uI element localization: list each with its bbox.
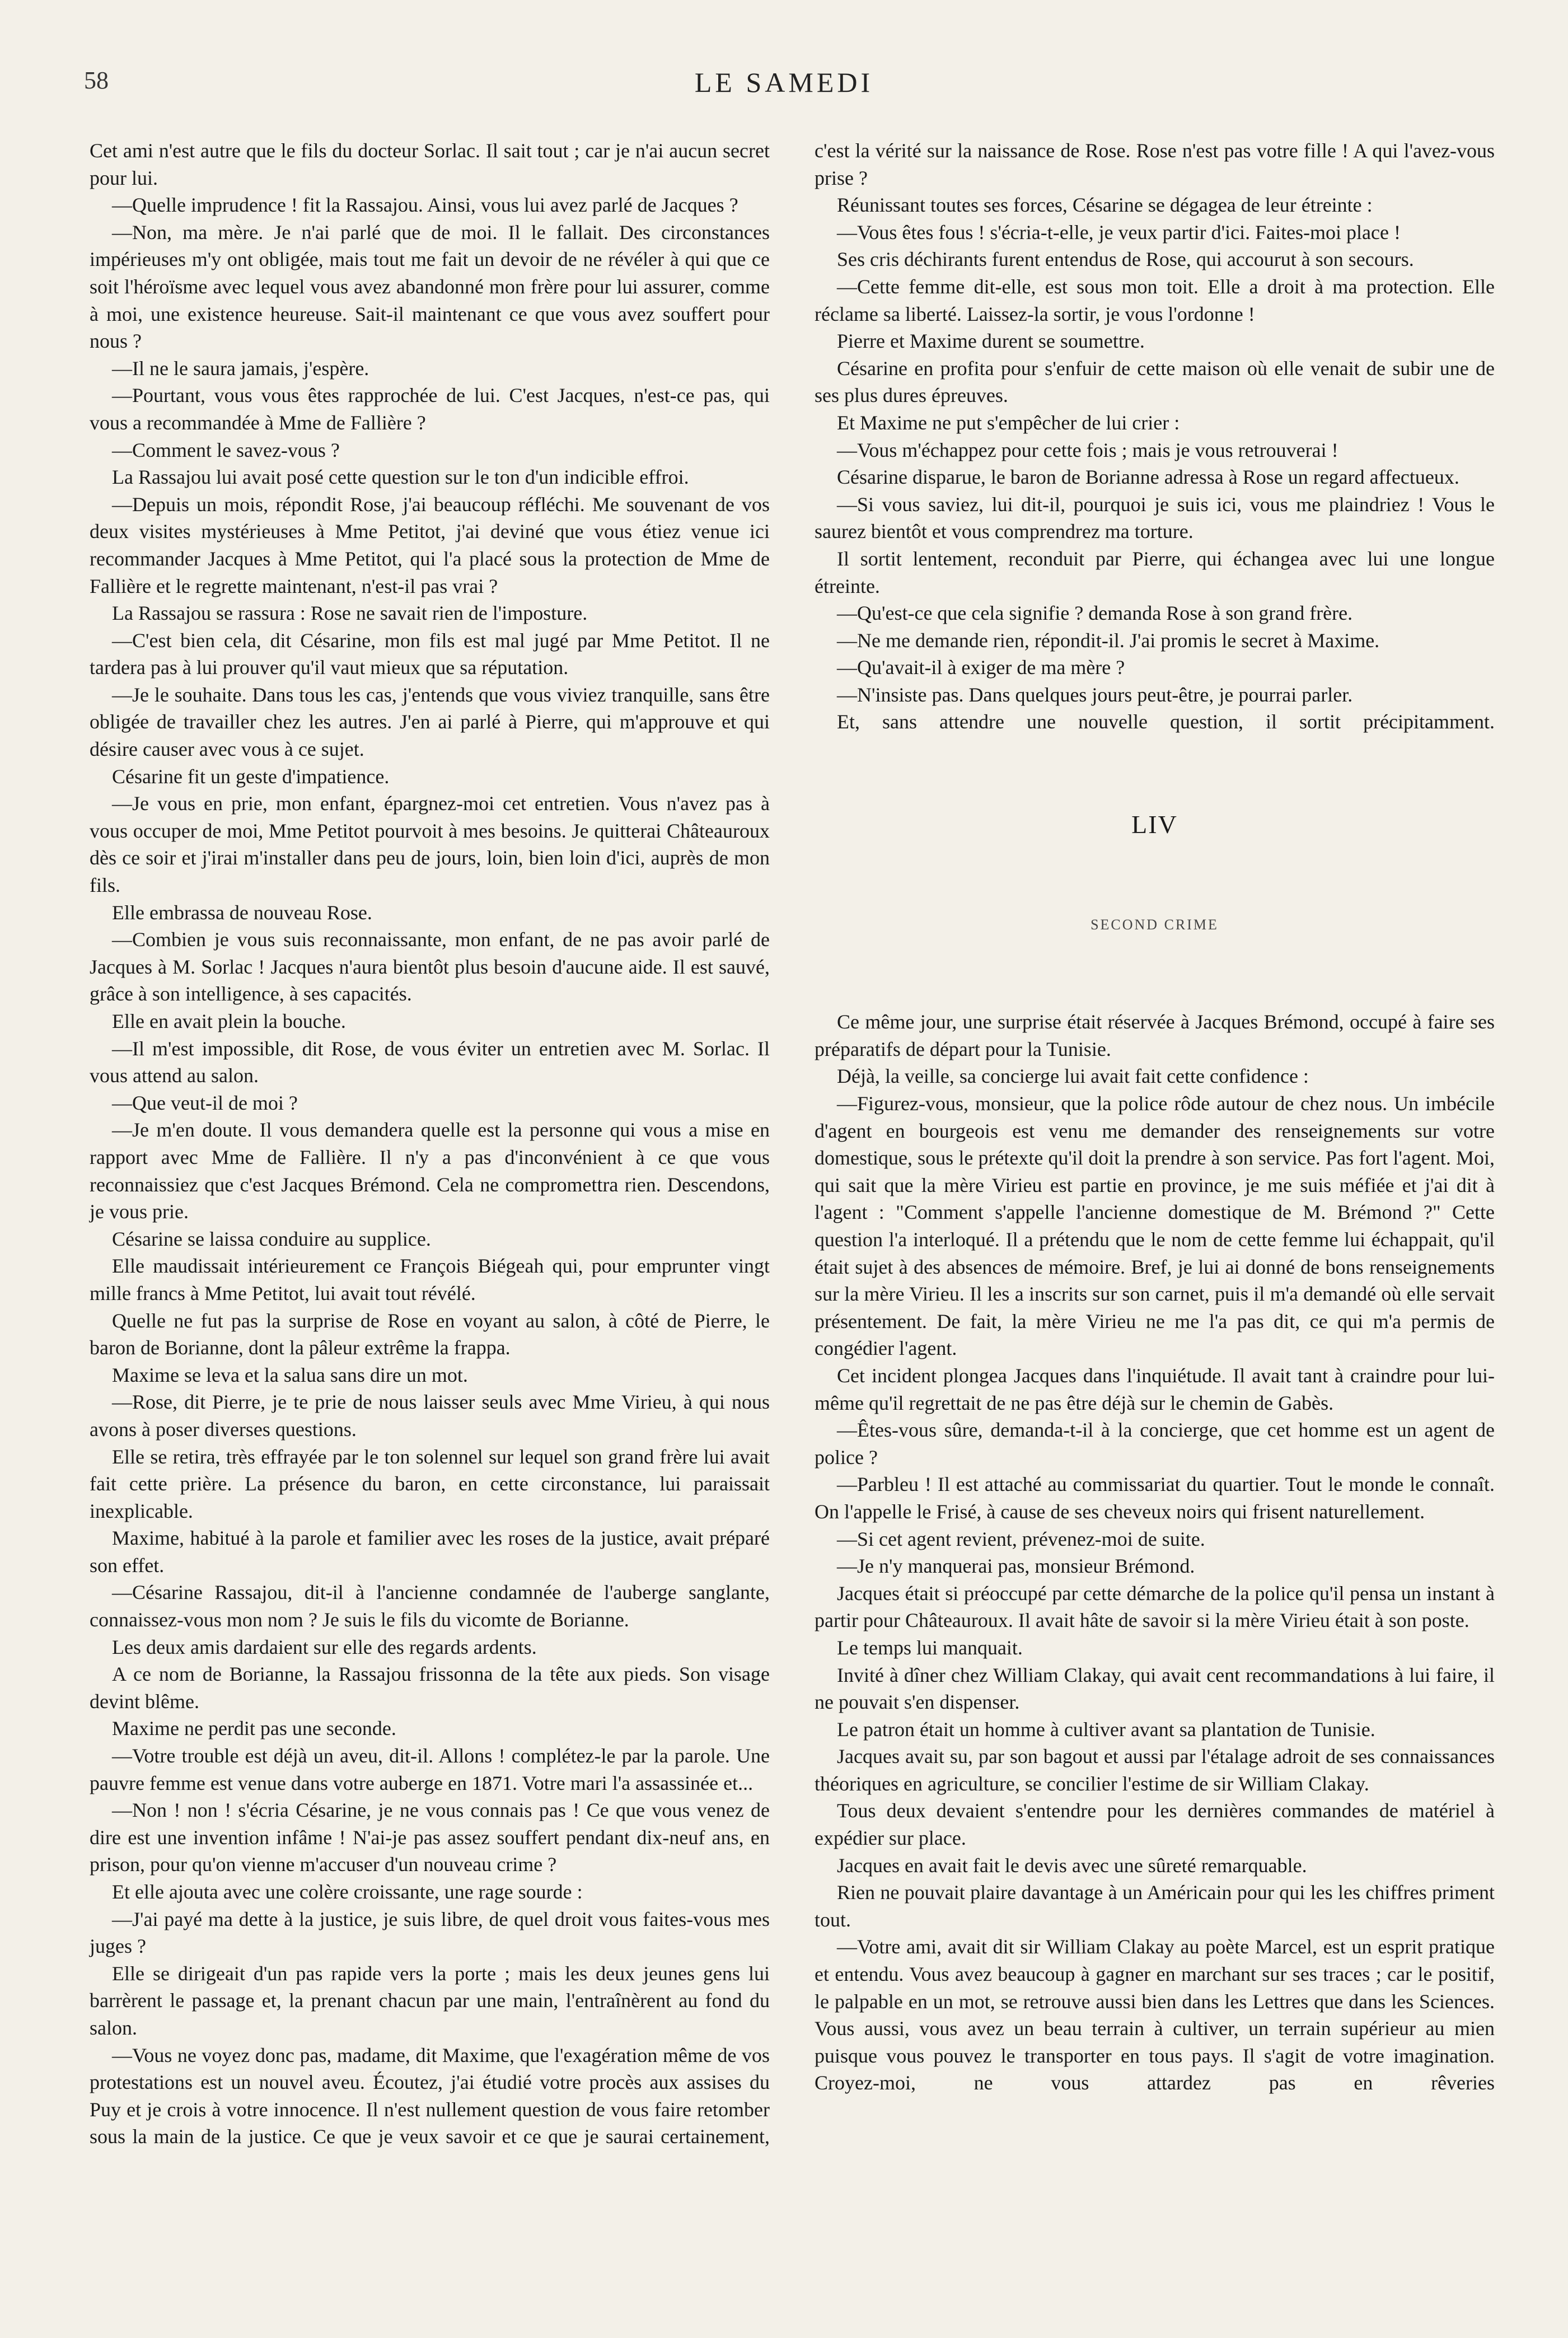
paragraph: c'est la vérité sur la naissance de Rose. Rose n'est pas votre fille ! A qui l'avez-vous prise ?: [815, 139, 1495, 189]
paragraph: —Si vous saviez, lui dit-il, pourquoi je suis ici, vous me plaindriez ! Vous le saurez bientôt et vous comprendrez ma torture.: [815, 493, 1495, 543]
paragraph: —Depuis un mois, répondit Rose, j'ai beaucoup réfléchi. Me souvenant de vos deux visites mystérieuses à Mme Petitot, j'ai deviné que vous étiez venue ici recommander Jacques à Mme Petitot, qui l'a placé sous la protection de Mme de Fallière et le regrette maintenant, n'est-il pas vrai ?: [90, 493, 770, 597]
paragraph: Rien ne pouvait plaire davantage à un Américain pour qui les les chiffres priment tout.: [815, 1881, 1495, 1931]
paragraph: Le patron était un homme à cultiver avant sa plantation de Tunisie.: [837, 1718, 1375, 1741]
paragraph: Et, sans attendre une nouvelle question, il sortit précipitamment.: [837, 710, 1495, 733]
paragraph: —Êtes-vous sûre, demanda-t-il à la concierge, que cet homme est un agent de police ?: [815, 1419, 1495, 1469]
paragraph: —Figurez-vous, monsieur, que la police rôde autour de chez nous. Un imbécile d'agent en bourgeois est venu me demander des renseignements sur votre domestique, sous le prétexte qu'il doit la prendre à son service. Pas fort l'agent. Moi, qui sait que la mère Virieu est partie en province, je me suis méfiée et j'ai dit à l'agent : "Comment s'appelle l'ancienne domestique de M. Brémond ?" Cette question l'a interloqué. Il a prétendu que le nom de cette femme lui échappait, qu'il était sujet à des absences de mémoire. Bref, je lui ai donné de bons renseignements sur la mère Virieu. Il les a inscrits sur son carnet, puis il m'a demandé où elle servait présentement. De fait, la mère Virieu ne me l'a pas dit, ce qui m'a permis de congédier l'agent.: [815, 1092, 1495, 1360]
paragraph: Réunissant toutes ses forces, Césarine se dégagea de leur étreinte :: [837, 194, 1373, 217]
paragraph: Elle se dirigeait d'un pas rapide vers la porte ; mais les deux jeunes gens lui barrèrent le passage et, la prenant chacun par une main, l'entraînèrent au fond du salon.: [90, 1962, 770, 2039]
paragraph: —Je m'en doute. Il vous demandera quelle est la personne qui vous a mise en rapport avec Mme de Fallière. Il n'y a pas d'inconvénient à ce que vous reconnaissiez que c'est Jacques Brémond. Cela ne compromettra rien. Descendons, je vous prie.: [90, 1119, 770, 1223]
paragraph: —Vous m'échappez pour cette fois ; mais je vous retrouverai !: [837, 438, 1338, 461]
paragraph: Déjà, la veille, sa concierge lui avait fait cette confidence :: [837, 1065, 1309, 1088]
paragraph: Jacques en avait fait le devis avec une sûreté remarquable.: [837, 1854, 1307, 1877]
paragraph: —Vous êtes fous ! s'écria-t-elle, je veux partir d'ici. Faites-moi place !: [837, 221, 1401, 244]
paragraph: —Parbleu ! Il est attaché au commissariat du quartier. Tout le monde le connaît. On l'appelle le Frisé, à cause de ses cheveux noirs qui frisent naturellement.: [815, 1473, 1495, 1523]
paragraph: Ses cris déchirants furent entendus de Rose, qui accourut à son secours.: [837, 248, 1414, 271]
paragraph: —Césarine Rassajou, dit-il à l'ancienne condamnée de l'auberge sanglante, connaissez-vous mon nom ? Je suis le fils du vicomte de Borianne.: [90, 1581, 770, 1631]
paragraph: Jacques avait su, par son bagout et aussi par l'étalage adroit de ses connaissances théoriques en agriculture, se concilier l'estime de sir William Clakay.: [815, 1745, 1495, 1795]
page-number: 58: [84, 67, 109, 94]
paragraph: Ce même jour, une surprise était réservée à Jacques Brémond, occupé à faire ses préparatifs de départ pour la Tunisie.: [815, 1011, 1495, 1060]
paragraph: —Qu'est-ce que cela signifie ? demanda Rose à son grand frère.: [837, 602, 1353, 625]
paragraph: —Quelle imprudence ! fit la Rassajou. Ainsi, vous lui avez parlé de Jacques ?: [112, 194, 738, 217]
paragraph: —N'insiste pas. Dans quelques jours peut-être, je pourrai parler.: [837, 683, 1353, 706]
chapter-body-text: [815, 1008, 1495, 2097]
paragraph: Césarine se laissa conduire au supplice.: [112, 1227, 431, 1250]
paragraph: —Il ne le saura jamais, j'espère.: [112, 357, 369, 380]
paragraph: Césarine fit un geste d'impatience.: [112, 765, 390, 788]
chapter-heading: [815, 736, 1495, 938]
paragraph: —Pourtant, vous vous êtes rapprochée de lui. C'est Jacques, n'est-ce pas, qui vous a recommandée à Mme de Fallière ?: [90, 384, 770, 434]
paragraph: Et Maxime ne put s'empêcher de lui crier :: [837, 411, 1180, 434]
paragraph: —Il m'est impossible, dit Rose, de vous éviter un entretien avec M. Sorlac. Il vous attend au salon.: [90, 1037, 770, 1087]
paragraph: —Je vous en prie, mon enfant, épargnez-moi cet entretien. Vous n'avez pas à vous occuper de moi, Mme Petitot pourvoit à mes besoins. Je quitterai Châteauroux dès ce soir et j'irai m'installer dans peu de jours, loin, bien loin d'ici, auprès de mon fils.: [90, 792, 770, 897]
paragraph: Elle en avait plein la bouche.: [112, 1010, 346, 1032]
left-column: [90, 137, 770, 2150]
paragraph: —Votre trouble est déjà un aveu, dit-il. Allons ! complétez-le par la parole. Une pauvre femme est venue dans votre auberge en 1871. Votre mari l'a assassinée et...: [90, 1745, 770, 1794]
paragraph: Il sortit lentement, reconduit par Pierre, qui échangea avec lui une longue étreinte.: [815, 547, 1495, 597]
paragraph: Elle embrassa de nouveau Rose.: [112, 901, 372, 924]
paragraph: Et elle ajouta avec une colère croissante, une rage sourde :: [112, 1881, 583, 1903]
paragraph: —C'est bien cela, dit Césarine, mon fils est mal jugé par Mme Petitot. Il ne tardera pas à lui prouver qu'il vaut mieux que sa réputation.: [90, 629, 770, 679]
paragraph: Maxime ne perdit pas une seconde.: [112, 1717, 396, 1740]
paragraph: Le temps lui manquait.: [837, 1636, 1023, 1659]
chapter-title: SECOND CRIME: [1090, 916, 1219, 933]
paragraph: —Comment le savez-vous ?: [112, 438, 340, 461]
paragraph: —Que veut-il de moi ?: [112, 1091, 298, 1114]
paragraph: —Vous ne voyez donc pas, madame, dit Maxime, que l'exagération même de vos protestations est un nouvel aveu. Écoutez, j'ai étudié votre procès aux assises du Puy et je crois à votre innocence. Il n'est nullement question de vous faire retomber sous la main de la justice. Ce que je veux savoir et ce que je saurai certainement,: [90, 2044, 770, 2148]
paragraph: Elle maudissait intérieurement ce François Biégeah qui, pour emprunter vingt mille francs à Mme Petitot, lui avait tout révélé.: [90, 1255, 770, 1304]
paragraph: —Rose, dit Pierre, je te prie de nous laisser seuls avec Mme Virieu, à qui nous avons à poser diverses questions.: [90, 1391, 770, 1441]
paragraph: A ce nom de Borianne, la Rassajou frissonna de la tête aux pieds. Son visage devint blême.: [90, 1663, 770, 1713]
right-column: [815, 137, 1495, 2097]
paragraph: Césarine disparue, le baron de Borianne adressa à Rose un regard affectueux.: [837, 466, 1459, 489]
paragraph: Pierre et Maxime durent se soumettre.: [837, 330, 1145, 353]
paragraph: Tous deux devaient s'entendre pour les dernières commandes de matériel à expédier sur place.: [815, 1799, 1495, 1850]
page-header: [84, 66, 1484, 116]
paragraph: —Cette femme dit-elle, est sous mon toit. Elle a droit à ma protection. Elle réclame sa liberté. Laissez-la sortir, je vous l'ordonne !: [815, 275, 1495, 325]
paragraph: Césarine en profita pour s'enfuir de cette maison où elle venait de subir une de ses plus dures épreuves.: [815, 357, 1495, 407]
paragraph: —J'ai payé ma dette à la justice, je suis libre, de quel droit vous faites-vous mes juges ?: [90, 1907, 770, 1958]
paragraph: —Qu'avait-il à exiger de ma mère ?: [837, 656, 1125, 679]
right-column-top-text: [815, 137, 1495, 736]
paragraph: —Si cet agent revient, prévenez-moi de suite.: [837, 1527, 1205, 1550]
paragraph: —Votre ami, avait dit sir William Clakay au poète Marcel, est un esprit pratique et entendu. Vous avez beaucoup à gagner en marchant sur ses traces ; car le positif, le palpable en un mot, se retrouve aussi bien dans les Lettres que dans les Sciences. Vous aussi, vous avez un beau terrain à cultiver, un terrain supérieur au mien puisque vous pouvez le transporter en tous pays. Il s'agit de votre imagination. Croyez-moi, ne vous attardez pas en rêveries: [815, 1935, 1495, 2094]
running-title: LE SAMEDI: [694, 67, 874, 98]
paragraph: Elle se retira, très effrayée par le ton solennel sur lequel son grand frère lui avait fait cette prière. La présence du baron, en cette circonstance, lui paraissait inexplicable.: [90, 1445, 770, 1522]
paragraph: —Non ! non ! s'écria Césarine, je ne vous connais pas ! Ce que vous venez de dire est une invention infâme ! N'ai-je pas assez souffert pendant dix-neuf ans, en prison, pour qu'on vienne m'accuser d'un nouveau crime ?: [90, 1799, 770, 1876]
chapter-number: LIV: [1131, 810, 1178, 839]
paragraph: La Rassajou se rassura : Rose ne savait rien de l'imposture.: [112, 602, 588, 625]
paragraph: Jacques était si préoccupé par cette démarche de la police qu'il pensa un instant à partir pour Châteauroux. Il avait hâte de savoir si la mère Virieu était à son poste.: [815, 1582, 1495, 1632]
paragraph: —Je le souhaite. Dans tous les cas, j'entends que vous viviez tranquille, sans être obligée de travailler chez les autres. J'en ai parlé à Pierre, qui m'approuve et qui désire causer avec vous à ce sujet.: [90, 683, 770, 761]
paragraph: —Combien je vous suis reconnaissante, mon enfant, de ne pas avoir parlé de Jacques à M. Sorlac ! Jacques n'aura bientôt plus besoin d'aucune aide. Il est sauvé, grâce à son intelligence, à ses capacités.: [90, 928, 770, 1006]
paragraph: Les deux amis dardaient sur elle des regards ardents.: [112, 1635, 537, 1658]
paragraph: Maxime se leva et la salua sans dire un mot.: [112, 1363, 468, 1386]
paragraph: Maxime, habitué à la parole et familier avec les roses de la justice, avait préparé son effet.: [90, 1527, 770, 1577]
paragraph: Invité à dîner chez William Clakay, qui avait cent recommandations à lui faire, il ne pouvait s'en dispenser.: [815, 1663, 1495, 1714]
paragraph: —Ne me demande rien, répondit-il. J'ai promis le secret à Maxime.: [837, 629, 1380, 652]
paragraph: Cet ami n'est autre que le fils du docteur Sorlac. Il sait tout ; car je n'ai aucun secret pour lui.: [90, 139, 770, 189]
paragraph: La Rassajou lui avait posé cette question sur le ton d'un indicible effroi.: [112, 466, 689, 489]
paragraph: Quelle ne fut pas la surprise de Rose en voyant au salon, à côté de Pierre, le baron de Borianne, dont la pâleur extrême la frappa.: [90, 1309, 770, 1359]
paragraph: Cet incident plongea Jacques dans l'inquiétude. Il avait tant à craindre pour lui-même qu'il regrettait de ne pas être déjà sur le chemin de Gabès.: [815, 1364, 1495, 1414]
paragraph: —Non, ma mère. Je n'ai parlé que de moi. Il le fallait. Des circonstances impérieuses m'y ont obligée, mais tout me fait un devoir de ne révéler à qui que ce soit l'héroïsme avec lequel vous avez abandonné mon frère pour lui assurer, comme à moi, une existence heureuse. Sait-il maintenant ce que vous avez souffert pour nous ?: [90, 221, 770, 353]
paragraph: —Je n'y manquerai pas, monsieur Brémond.: [837, 1555, 1195, 1578]
